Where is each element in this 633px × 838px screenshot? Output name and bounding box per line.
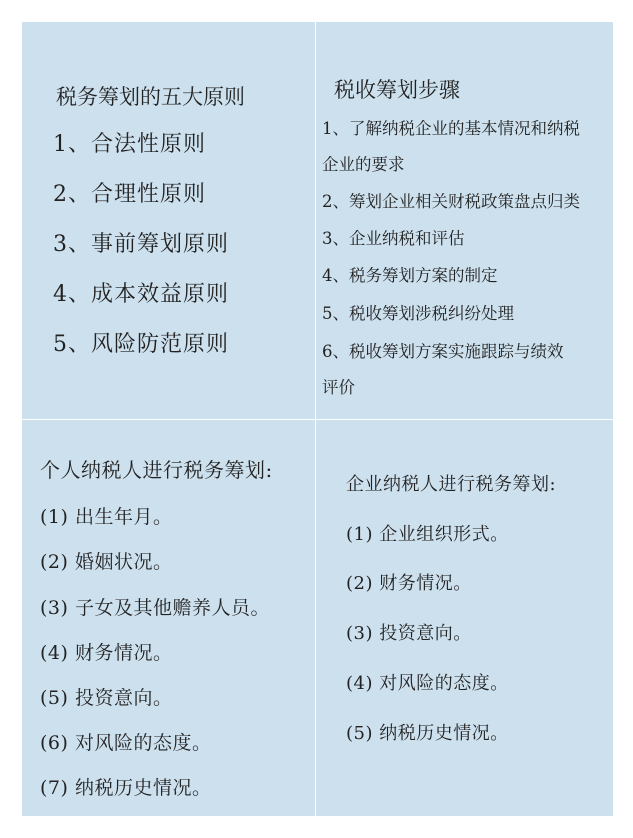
step-line: 3、企业纳税和评估 — [322, 229, 465, 248]
enterprise-item: (5) 纳税历史情况。 — [346, 723, 509, 744]
enterprise-item: (3) 投资意向。 — [346, 623, 472, 644]
step-line: 4、税务筹划方案的制定 — [322, 266, 498, 285]
principle-item: 1、合法性原则 — [53, 132, 206, 157]
principles-cell — [22, 22, 315, 419]
step-line: 评价 — [322, 378, 355, 397]
individual-item: (3) 子女及其他赡养人员。 — [40, 597, 270, 619]
steps-title: 税收筹划步骤 — [334, 78, 460, 102]
individual-item: (2) 婚姻状况。 — [40, 551, 173, 573]
enterprise-title: 企业纳税人进行税务筹划: — [346, 474, 557, 495]
principle-item: 4、成本效益原则 — [53, 282, 229, 307]
steps-cell — [316, 22, 613, 419]
individual-cell — [22, 420, 315, 816]
individual-title: 个人纳税人进行税务筹划: — [40, 458, 273, 482]
tax-planning-table — [22, 22, 613, 816]
step-line: 1、了解纳税企业的基本情况和纳税 — [322, 119, 580, 138]
enterprise-item: (2) 财务情况。 — [346, 573, 472, 594]
step-line: 2、筹划企业相关财税政策盘点归类 — [322, 192, 580, 211]
individual-item: (6) 对风险的态度。 — [40, 732, 212, 754]
principles-title: 税务筹划的五大原则 — [56, 85, 245, 109]
enterprise-item: (1) 企业组织形式。 — [346, 524, 509, 545]
step-line: 企业的要求 — [322, 155, 405, 174]
step-line: 6、税收筹划方案实施跟踪与绩效 — [322, 342, 564, 361]
principle-item: 3、事前筹划原则 — [53, 232, 229, 257]
step-line: 5、税收筹划涉税纠纷处理 — [322, 304, 514, 323]
enterprise-item: (4) 对风险的态度。 — [346, 673, 509, 694]
principle-item: 5、风险防范原则 — [53, 332, 229, 357]
individual-item: (5) 投资意向。 — [40, 687, 173, 709]
individual-item: (4) 财务情况。 — [40, 642, 173, 664]
enterprise-cell — [316, 420, 613, 816]
principle-item: 2、合理性原则 — [53, 182, 206, 207]
individual-item: (1) 出生年月。 — [40, 506, 173, 528]
individual-item: (7) 纳税历史情况。 — [40, 777, 212, 799]
